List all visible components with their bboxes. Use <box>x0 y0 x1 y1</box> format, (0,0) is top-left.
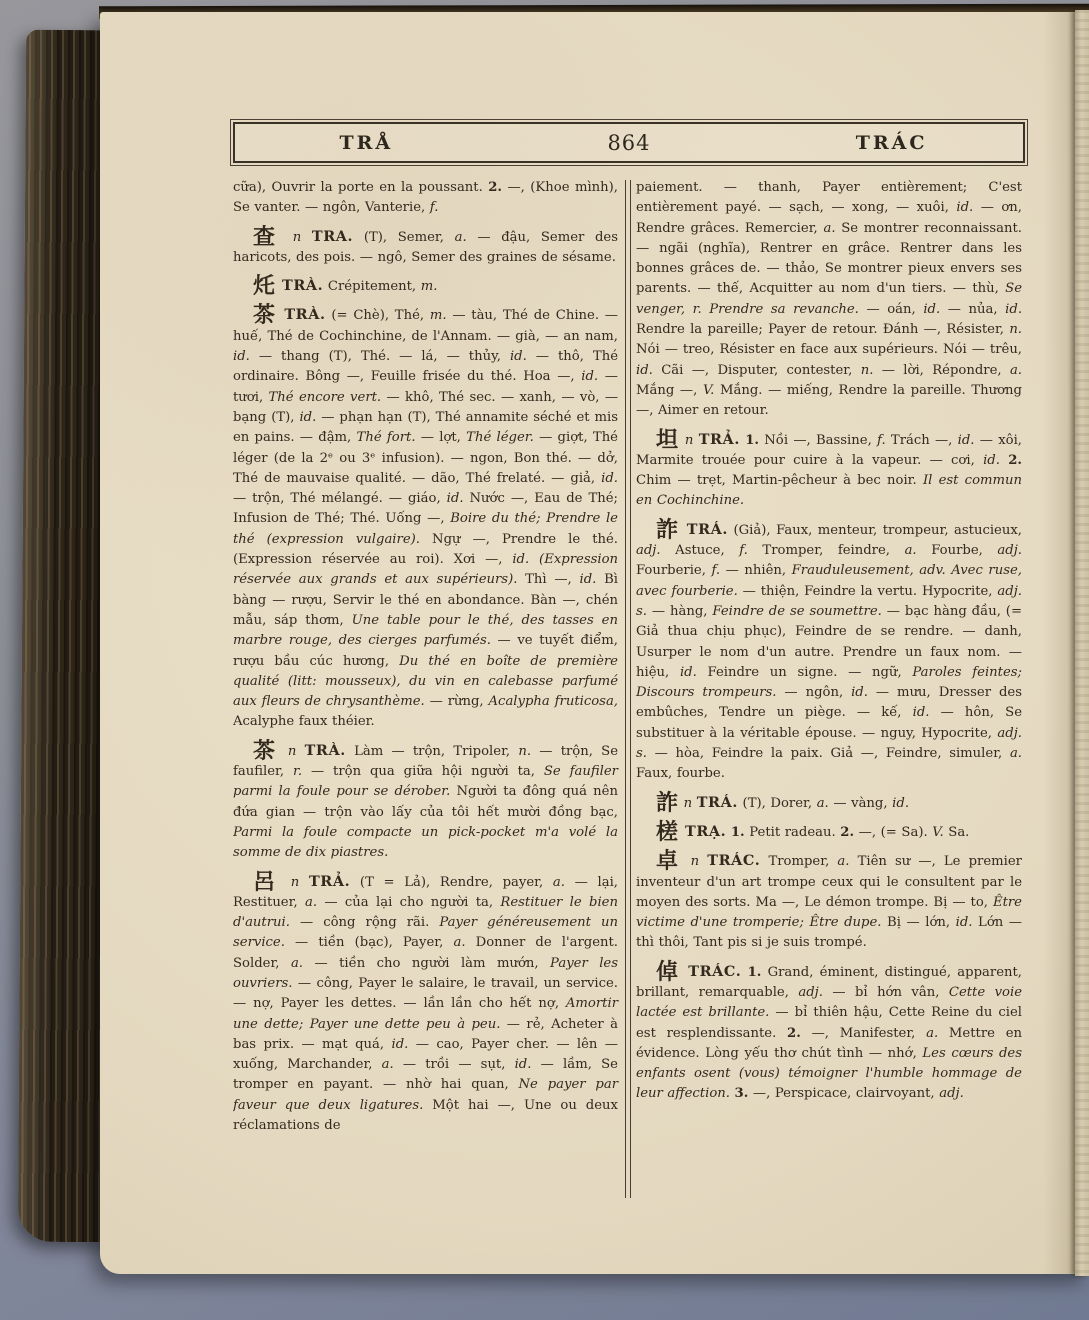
entry-text: a. <box>904 543 917 559</box>
entry-text: Sa. <box>943 824 970 840</box>
entry-text: Tromper, <box>760 854 838 870</box>
entry-text: — nhiên, <box>720 563 792 579</box>
entry-text: — thiện, Feindre la vertu. Hypocrite, <box>737 583 998 599</box>
entry-headword: TRÀ. <box>276 277 324 295</box>
entry-text: adj. <box>798 984 823 1000</box>
entry-text: f. <box>711 563 721 579</box>
entry-text: id. <box>955 915 973 931</box>
dictionary-page <box>100 12 1089 1274</box>
entry-text: Paroles feintes; Discours trompeurs. <box>636 664 1022 701</box>
entry-text: Feindre un signe. — ngữ, <box>696 664 913 680</box>
entry-text: Chim — trẹt, Martin-pêcheur à bec noir. <box>636 473 923 489</box>
dictionary-entry <box>636 178 1022 422</box>
entry-text: Cãi —, Disputer, contester, <box>652 362 861 378</box>
entry-text: Mắng —, <box>636 382 703 398</box>
entry-text: Petit radeau. <box>744 824 841 840</box>
entry-text: — phạn hạn (T), Thé annamite séché et mis en pains. — đậm, <box>233 409 618 446</box>
entry-text: —, (= Sa). <box>854 824 933 840</box>
entry-text: n <box>281 874 309 890</box>
han-character: 茶 <box>253 303 278 329</box>
entry-text: Nồi —, Bassine, <box>758 432 878 448</box>
entry-text: — bạc hàng đầu, (= Giả thua chịu phục), Feindre de se rendre. — danh, Usurper le nom d'un autre. Prendre un faux nom. — hiệu, <box>636 603 1023 680</box>
han-character: 詐 <box>656 517 680 543</box>
entry-text: Rendre la pareille; Payer de retour. Đánh —, Résister, <box>636 322 1010 338</box>
facing-page-edge <box>1075 10 1089 1276</box>
entry-text: Ne payer par faveur que deux ligatures. <box>233 1077 618 1113</box>
entry-text: Nước —, Eau de Thé; Infusion de Thé; Thé. Uống —, <box>233 491 618 527</box>
entry-text: — hòa, Feindre la paix. Giả —, Feindre, simuler, <box>646 746 1010 762</box>
entry-text: id. <box>956 200 974 216</box>
entry-text: — oán, <box>858 301 924 317</box>
entry-text: — mưu, Dresser des embûches, Tendre un piège. — kế, <box>636 685 1022 721</box>
entry-text: id. <box>509 349 527 365</box>
dictionary-entry <box>636 790 1022 816</box>
entry-text: — lầm, Se tromper en payant. — nhờ hai quan, <box>233 1057 618 1093</box>
entry-text: — lời, Répondre, <box>873 362 1010 378</box>
entry-text: Frauduleusement, adv. Avec ruse, avec fourberie. <box>636 563 1022 599</box>
entry-text: Astuce, <box>660 543 740 559</box>
han-character: 茶 <box>253 738 280 764</box>
entry-text: Grand, éminent, distingué, apparent, brillant, remarquable, <box>636 964 1022 1000</box>
entry-text: a. <box>1009 746 1022 762</box>
entry-text: Restituer le bien d'autrui. <box>233 894 618 931</box>
entry-text: a. <box>823 220 836 236</box>
entry-text: id. <box>233 349 250 365</box>
entry-text: Tiên sư —, Le premier inventeur d'un art trompe ceux qui le consultent par le moyen des sorts. Ma —, Le démon trompe. Bị — to, <box>636 854 1022 910</box>
entry-text: Nói — treo, Résister en face aux supérieurs. Nói — trêu, <box>636 342 1022 358</box>
entry-text: Se faufiler parmi la foule pour se dérober. <box>233 764 618 800</box>
entry-text: Du thé en boîte de première qualité (litt: mousseux), du vin en calebasse parfumé aux fleurs de chrysanthème. <box>233 653 618 710</box>
entry-text: Làm — trộn, Tripoler, <box>345 743 519 759</box>
entry-text: — nủa, <box>940 301 1006 317</box>
dictionary-entry <box>233 869 619 1137</box>
entry-text: a. <box>1009 362 1022 378</box>
entry-text: Một hai —, Une ou deux réclamations de <box>233 1097 618 1134</box>
entry-text: Bị — lớn, <box>881 915 956 931</box>
entry-text: — công rộng rãi. <box>289 915 440 931</box>
entry-headword: TRA. <box>311 227 354 245</box>
entry-text: Acalypha fruticosa, <box>488 694 619 710</box>
entry-text: — công, Payer le salaire, le travail, un service. — nợ, Payer les dettes. — lần lần cho hết nợ, <box>233 975 618 1012</box>
entry-text: a. <box>926 1025 939 1041</box>
entry-text: id. <box>514 1057 532 1073</box>
entry-text: Crépitement, <box>323 279 421 295</box>
entry-text: Ngự —, Prendre le thé. (Expression réservée au roi). Xơi —, <box>233 531 618 568</box>
entry-text: m. <box>429 308 447 324</box>
entry-text: 1. <box>747 964 762 980</box>
entry-headword: TRÁC. <box>707 852 761 870</box>
entry-text: (= Chè), Thé, <box>325 308 430 324</box>
entry-text: adj. <box>997 543 1022 559</box>
entry-text: — tiền (bạc), Payer, <box>284 935 454 951</box>
entry-text: id. <box>579 572 597 588</box>
header-left-word: TRÅ <box>339 131 394 154</box>
entry-text: a. <box>454 229 467 245</box>
entry-text: n. <box>1009 322 1022 338</box>
entry-headword: TRÀ. <box>304 741 346 759</box>
entry-text: adj. <box>636 543 661 559</box>
han-character: 坦 <box>656 427 680 453</box>
han-character: 倬 <box>656 959 681 985</box>
entry-text: (T), Semer, <box>353 229 455 245</box>
entry-text: (Giả), Faux, menteur, trompeur, astucieux, <box>728 522 1022 538</box>
entry-text: id. <box>581 369 599 385</box>
entry-headword: TRÁ. <box>679 520 729 538</box>
entry-headword: TRẠ. <box>679 822 727 840</box>
entry-text: 2. <box>488 180 503 195</box>
entry-text: Thé encore vert. <box>268 389 382 405</box>
entry-text: n <box>682 854 708 870</box>
entry-text: Une table pour le thé, des tasses en marbre rouge, des cierges parfumés. <box>233 612 618 649</box>
entry-headword: TRÁ. <box>696 793 738 811</box>
entry-text: — cao, Payer cher. — lên — xuống, Marchander, <box>233 1036 618 1073</box>
entry-text: Trách —, <box>885 432 958 448</box>
dictionary-entry <box>636 959 1022 1105</box>
entry-text: — ve tuyết điểm, rượu bầu cúc hương, <box>233 633 618 669</box>
entry-text: id. <box>391 1036 409 1052</box>
entry-text: a. <box>816 795 829 811</box>
entry-text: Payer généreusement un service. <box>233 915 618 951</box>
entry-text: Thé fort. <box>356 430 416 446</box>
entry-text: Tromper, feindre, <box>747 543 905 559</box>
entry-text: Thé léger. <box>466 430 534 446</box>
entry-text: Thì —, <box>517 572 580 588</box>
entry-text: Fourbe, <box>916 543 998 559</box>
entry-text: a. <box>290 955 303 971</box>
dictionary-entry <box>636 819 1022 845</box>
column-divider <box>625 180 631 1198</box>
entry-text: — trồi — sụt, <box>393 1057 515 1073</box>
entry-text: Bì bàng — rượu, Servir le thé en abondance. Bàn —, chén mẫu, sáp thơm, <box>233 572 618 628</box>
entry-text: id. <box>983 452 1000 468</box>
entry-text: a. <box>552 874 565 890</box>
entry-text: n <box>679 795 697 811</box>
entry-text: — trộn qua giữa hội người ta, <box>302 764 544 780</box>
entry-text: Il est commun en Cochinchine. <box>636 473 1023 509</box>
entry-text: — giợt, Thé léger (de la 2ᵉ ou 3ᵉ infusion). — ngon, Bon thé. — dở, Thé de mauvaise qualité. — dão, Thé frelaté. — giả, <box>233 430 618 486</box>
entry-text: id. <box>601 470 618 486</box>
entry-text: Mắng. — miếng, Rendre la pareille. Thương —, Aimer en retour. <box>636 382 1022 419</box>
han-character: 詐 <box>656 790 680 816</box>
entry-text: — bỉ hớn vân, <box>822 984 949 1000</box>
entry-text: Amortir une dette; Payer une dette peu à peu. <box>233 996 618 1032</box>
han-character: 呂 <box>253 869 282 895</box>
entry-text: id. <box>957 432 975 448</box>
entry-text: Boire du thé; Prendre le thé (expression vulgaire). <box>233 511 618 547</box>
left-column <box>233 178 618 1210</box>
entry-text: V. <box>932 824 944 840</box>
entry-text: Mettre en évidence. Lòng yếu thơ chút tình — nhớ, <box>636 1025 1022 1061</box>
entry-text: a. <box>453 935 466 951</box>
entry-text: — trộn, Se faufiler, <box>233 743 618 780</box>
entry-text: n <box>679 432 699 448</box>
entry-text: id. <box>679 664 697 680</box>
text-columns <box>233 178 1025 1210</box>
entry-text: id. <box>299 409 317 425</box>
entry-text: id. (Expression réservée aux grands et aux supérieurs). <box>233 552 618 588</box>
entry-text: — tàu, Thé de Chine. — huế, Thé de Cochinchine, de l'Annam. — già, — an nam, <box>233 308 618 344</box>
entry-text: — rẻ, Acheter à bas prix. — mạt quá, <box>233 1016 618 1052</box>
entry-text: — của lại cho người ta, <box>317 894 501 910</box>
entry-text: id. <box>446 491 464 507</box>
entry-text: a. <box>381 1057 394 1073</box>
entry-text <box>1000 453 1008 468</box>
entry-headword: TRÁC. <box>680 962 742 980</box>
entry-text: m. <box>420 279 438 295</box>
entry-text: n. <box>518 743 532 759</box>
entry-text: 2. <box>1008 452 1022 468</box>
entry-text: 2. <box>840 824 855 840</box>
entry-text: — thô, Thé ordinaire. Bông —, Feuille frisée du thé. Hoa —, <box>233 349 618 385</box>
entry-text: a. <box>305 894 318 910</box>
entry-text: 2. <box>787 1025 801 1041</box>
entry-text: id. <box>912 705 930 721</box>
entry-text: — ơn, Rendre grâces. Remercier, <box>636 200 1022 236</box>
entry-text: id. <box>892 795 910 811</box>
entry-text: Être victime d'une tromperie; Être dupe. <box>636 894 1022 931</box>
entry-text: n <box>282 229 312 245</box>
entry-text: adj. s. <box>636 583 1022 619</box>
entry-text: 3. <box>734 1086 749 1102</box>
entry-text: — xôi, Marmite trouée pour cuire à la vapeur. — cơi, <box>636 432 1022 468</box>
entry-text: id. <box>851 685 868 701</box>
entry-text: Feindre de se soumettre. <box>712 603 882 619</box>
header-right-word: TRÁC <box>855 131 928 154</box>
dictionary-entry <box>233 224 618 269</box>
entry-text: adj. <box>939 1086 964 1102</box>
entry-text: Cette voie lactée est brillante. <box>636 984 1022 1021</box>
entry-text: n. <box>860 362 874 378</box>
entry-text: f. <box>429 200 439 216</box>
dictionary-entry <box>233 305 618 732</box>
entry-text: Acalyphe faux théier. <box>233 714 375 730</box>
han-character: 卓 <box>656 849 683 875</box>
entry-text: Les cœurs des enfants osent (vous) témoigner l'humble hommage de leur affection. <box>636 1045 1022 1102</box>
entry-text: Parmi la foule compacte un pick-pocket m'a volé la somme de dix piastres. <box>233 824 618 861</box>
entry-text: Người ta đông quá nên đứa gian — trộn vào lấy của tôi hết mười đồng bạc, <box>233 784 618 820</box>
entry-text: —, (Khoe mình), Se vanter. — ngôn, Vanterie, <box>233 180 618 216</box>
han-character: 槎 <box>656 819 680 845</box>
entry-text: Fourberie, <box>636 563 712 579</box>
entry-text: id. <box>923 301 941 317</box>
entry-text: Se montrer reconnaissant. — ngãi (nghĩa), Rentrer en grâce. Rentrer dans les bonnes grâces de. — thảo, Se montrer pieux envers ses parents. — thế, Acquitter au nom d'un tiers. — thù, <box>636 220 1022 297</box>
dictionary-entry <box>636 517 1023 785</box>
page-number: 864 <box>607 130 651 155</box>
entry-text: — tươi, <box>233 369 618 405</box>
entry-text: Faux, fourbe. <box>636 766 725 782</box>
entry-text: — hôn, Se substituer à la véritable épouse. — nguy, Hypocrite, <box>636 705 1022 741</box>
right-column <box>636 178 1022 1210</box>
entry-text: — rừng, <box>424 694 489 710</box>
entry-text: —, Manifester, <box>800 1025 927 1041</box>
entry-text: Donner de l'argent. Solder, <box>233 935 619 971</box>
dictionary-entry <box>636 851 1022 953</box>
page-content <box>233 122 1025 1210</box>
entry-text: Se venger, r. Prendre sa revanche. <box>636 281 1022 317</box>
entry-text: — khô, Thé sec. — xanh, — vò, — bạng (T), <box>233 389 619 425</box>
entry-text: V. <box>702 382 715 398</box>
dictionary-entry <box>233 274 618 300</box>
entry-text: (T = Lả), Rendre, payer, <box>350 874 553 890</box>
entry-text: — thang (T), Thé. — lá, — thủy, <box>249 349 510 365</box>
entry-text: (T), Dorer, <box>737 795 817 811</box>
entry-headword: TRÀ. <box>277 306 326 324</box>
entry-text: 1. <box>730 824 745 840</box>
entry-text: — lại, Restituer, <box>233 874 618 910</box>
entry-text: a. <box>837 854 850 870</box>
entry-headword: TRẢ. <box>698 430 740 448</box>
entry-text: f. <box>877 432 886 448</box>
entry-text: r. <box>293 764 303 780</box>
entry-text: — vàng, <box>828 795 893 811</box>
entry-text: f. <box>739 543 748 559</box>
dictionary-entry <box>636 427 1023 512</box>
entry-text: id. <box>636 362 653 378</box>
entry-text: adj. s. <box>636 725 1022 762</box>
entry-text: — ngôn, <box>776 685 852 701</box>
entry-text: cữa), Ouvrir la porte en la poussant. <box>233 180 489 195</box>
han-character: 灹 <box>253 274 277 300</box>
entry-text: paiement. — thanh, Payer entièrement; C'est entièrement payé. — sạch, — xong, — xuôi, <box>636 180 1022 216</box>
entry-text: — trộn, Thé mélangé. — giáo, <box>233 491 447 507</box>
running-header <box>233 122 1025 163</box>
dictionary-entry <box>233 738 618 864</box>
entry-text: Payer les ouvriers. <box>233 955 618 991</box>
entry-headword: TRẢ. <box>308 872 351 890</box>
entry-text: — đậu, Semer des haricots, des pois. — ngô, Semer des graines de sésame. <box>233 229 618 265</box>
entry-text: id. <box>1005 301 1023 317</box>
entry-text: — hàng, <box>646 603 713 619</box>
entry-text: Lớn — thì thôi, Tant pis si je suis trompé. <box>636 915 1022 951</box>
entry-text: — lợt, <box>415 430 467 446</box>
han-character: 查 <box>253 224 283 250</box>
entry-text: — tiền cho người làm mướn, <box>303 955 551 971</box>
entry-text: n <box>279 743 305 759</box>
dictionary-entry <box>233 178 618 219</box>
entry-text: —, Perspicace, clairvoyant, <box>748 1086 940 1102</box>
entry-text: — bỉ thiên hậu, Cette Reine du ciel est resplendissante. <box>636 1005 1022 1041</box>
entry-text: 1. <box>745 432 759 448</box>
